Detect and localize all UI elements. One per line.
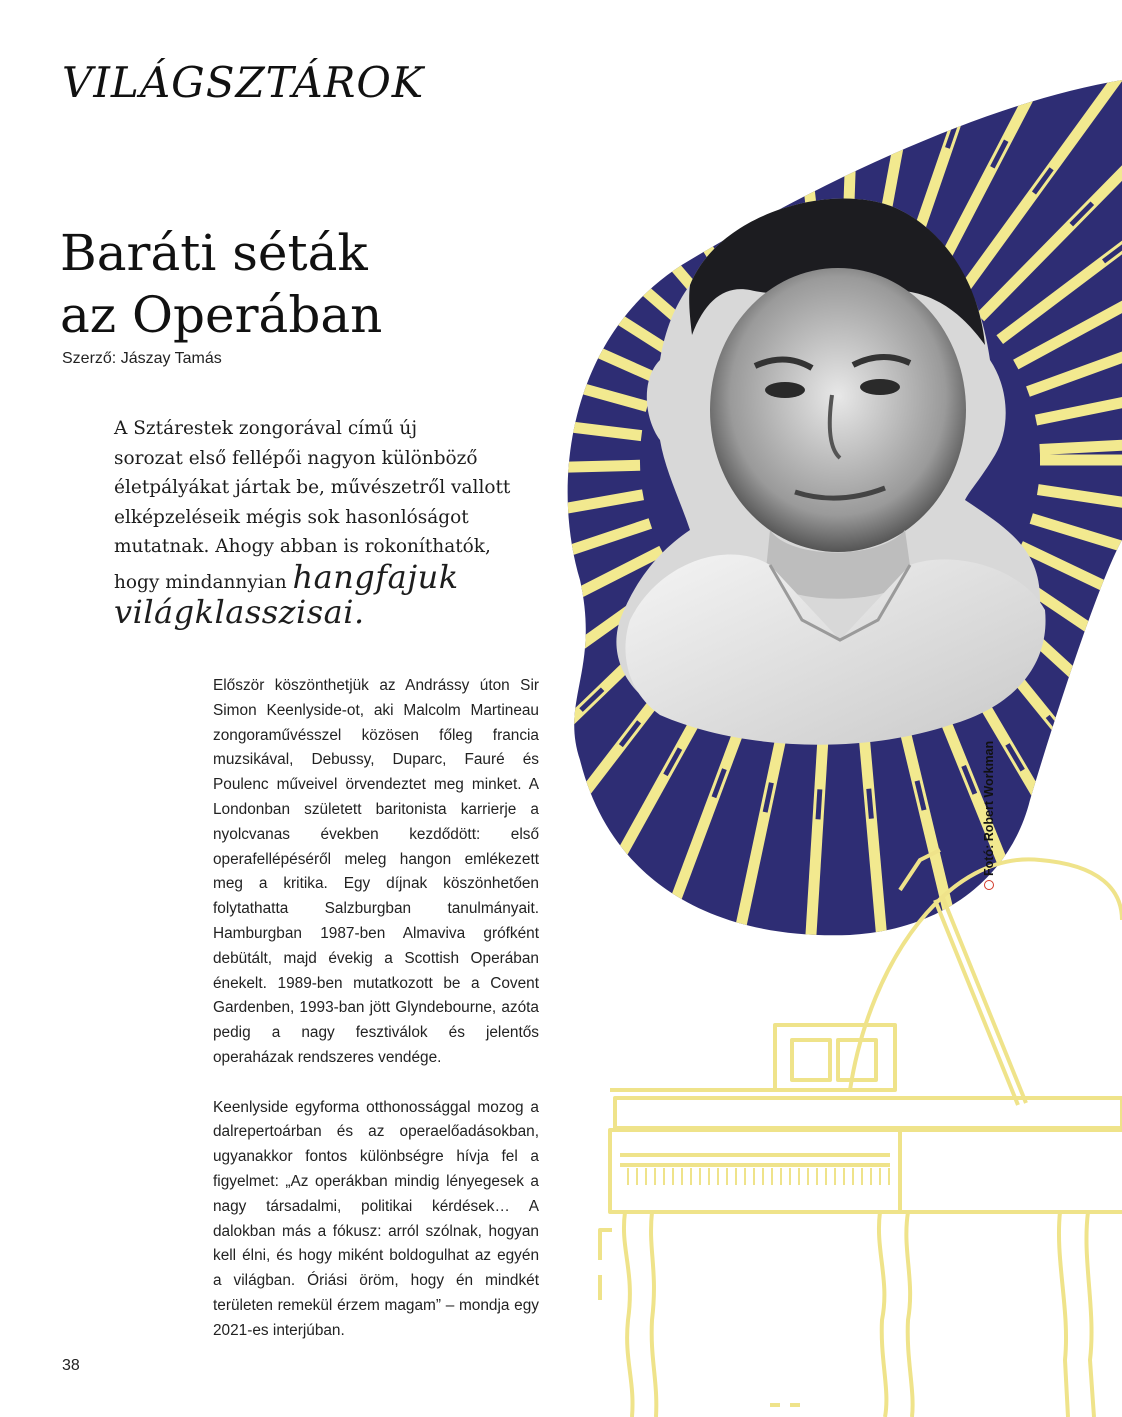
piano-key-gap (649, 155, 665, 180)
piano-key-gap (1083, 683, 1105, 703)
lead-line: életpályákat jártak be, művészetről vallott (114, 477, 511, 498)
piano-key-gap (869, 789, 872, 819)
article-title (60, 222, 480, 346)
piano-key-burst (540, 60, 1122, 1417)
lead-line: elképzeléseik mégis sok hasonlóságot (114, 506, 469, 528)
piano-key-gap (747, 112, 755, 141)
article-title-line-2: az Operában (60, 286, 383, 344)
piano-key-gap (852, 100, 853, 130)
article-title-line-1: Baráti séták (60, 224, 368, 282)
piano-key-gap (696, 130, 708, 158)
artwork (540, 60, 1122, 1417)
piano-key-gap (1114, 645, 1122, 662)
piano-key-ray (540, 65, 710, 308)
body-paragraph: Keenlyside egyforma otthonossággal mozog a dalrepertoárban és az operaelőadásokban, ugyanakkor fontos különbségre hívja fel a figyelmet: „Az operákban mindig lényegesek a nagy társadalmi, politikai kérdések… A dalokban más a fókusz: arról szólnak, hogyan kell élni, és hogy miként boldogulhat az egyén a világban. Óriási öröm, hogy én mindkét területen remekül érzem magam” – mondja egy 2021-es interjúban. (213, 1098, 539, 1339)
body-text (213, 674, 539, 1368)
piano-key-gap (568, 224, 591, 244)
lead-line: hogy mindannyian (114, 571, 293, 593)
lead-paragraph (114, 414, 534, 633)
lead-line: sorozat első fellépői nagyon különböző (114, 447, 478, 469)
piano-key-gap (799, 102, 802, 132)
piano-illustration (600, 850, 1122, 1417)
piano-key-gap (818, 789, 820, 819)
body-paragraph: Először köszönthetjük az Andrássy úton Sir Simon Keenlyside-ot, aki Malcolm Martineau zongoraművésszel közösen főleg francia muzsikával, Debussy, Duparc, Fauré és Poulenc műveivel örvendeztet meg minket. A Londonban született baritonista karrierje a nyolcvanas években kezdődött: első operafellépéséről meleg hangon emlékezett meg a kritika. Egy díjnak köszönhetően folytathatta Salzburgban tanulmányait. Hamburgban 1987-ben Almaviva grófként debütált, majd évekig a Scottish Operában énekelt. 1989-ben mutatkozott be a Covent Gardenben, 1993-ban jött Glyndebourne, azóta pedig a nagy fesztiválok és jelentős operaházak rendszeres vendége. (213, 677, 539, 1066)
photo-credit (980, 740, 998, 1050)
piano-key-gap (606, 186, 625, 209)
lead-emphasis: világklasszisai. (114, 593, 365, 631)
lead-line: mutatnak. Ahogy abban is rokoníthatók, (114, 536, 491, 557)
byline: Szerző: Jászay Tamás (62, 350, 222, 367)
lead-emphasis: hangfajuk (292, 557, 459, 596)
page-number: 38 (62, 1357, 80, 1374)
lead-line: A Sztárestek zongorával című új (114, 418, 418, 439)
credit-ring-icon (984, 880, 994, 890)
piano-key-gap (540, 267, 562, 283)
section-label: VILÁGSZTÁROK (62, 58, 425, 107)
piano-key-gap (547, 652, 571, 669)
piano-key-gap (540, 610, 546, 624)
photo-credit-text: Fotó: Robert Workman (982, 740, 996, 876)
piano-key-gap (900, 106, 905, 135)
